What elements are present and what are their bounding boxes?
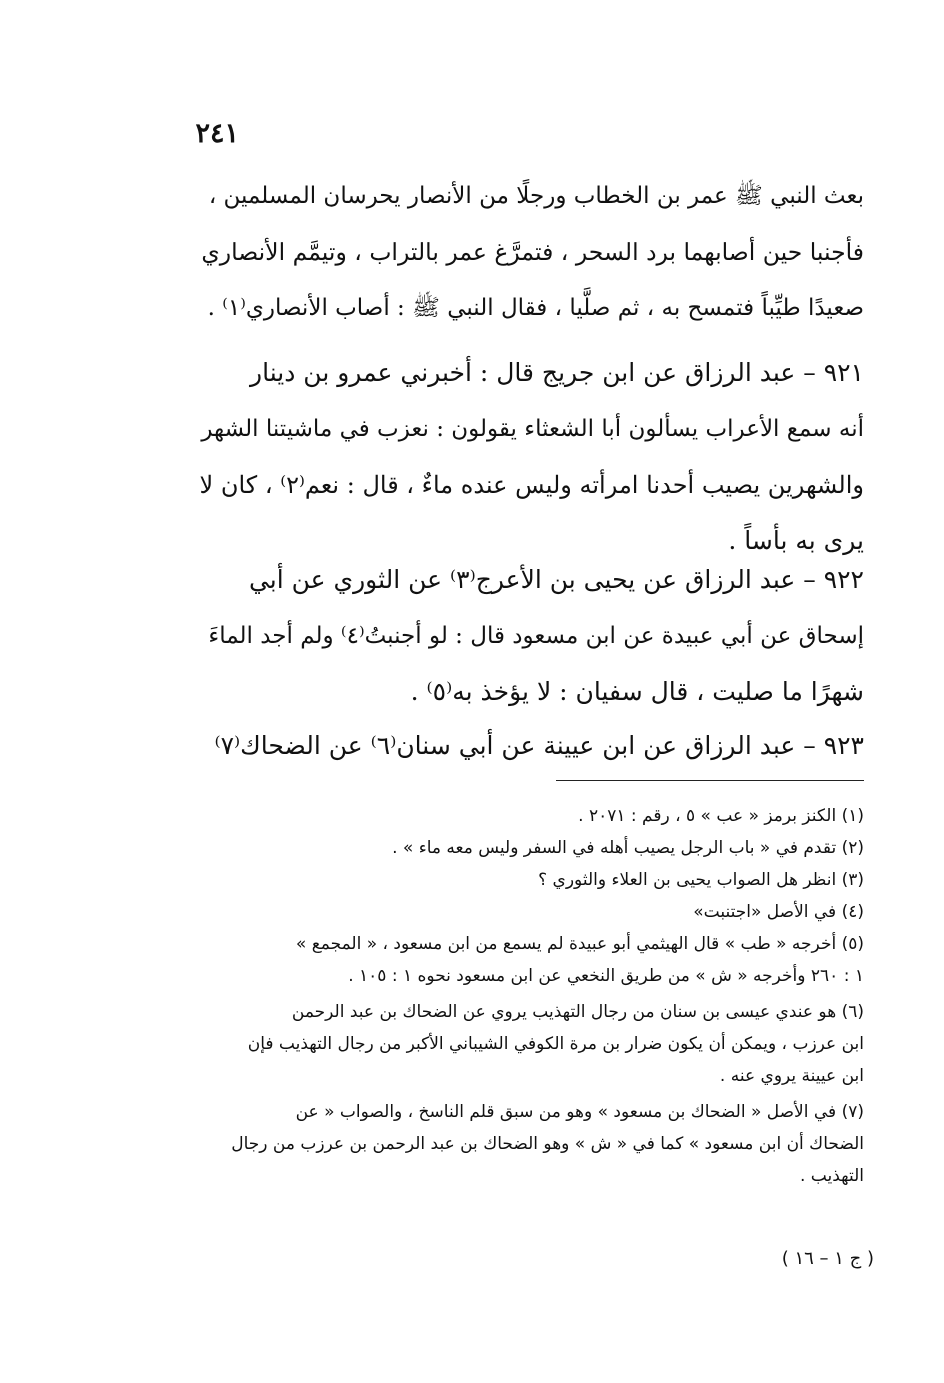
footnote-line: (٥) أخرجه « طب » قال الهيثمي أبو عبيدة لم يسمع من ابن مسعود ، « المجمع » [295, 934, 864, 954]
paragraph-hadith-920-continuation [199, 168, 864, 336]
footnote-line: (٢) تقدم في « باب الرجل يصيب أهله في السفر وليس معه ماء » . [392, 838, 864, 858]
volume-signature: ( ج ١ – ١٦ ) [781, 1248, 874, 1269]
footnote-line: (٣) انظر هل الصواب يحيى بن العلاء والثوري ؟ [538, 870, 864, 890]
footnote-line: (٦) هو عندي عيسى بن سنان من رجال التهذيب يروي عن الضحاك بن عبد الرحمن [291, 1002, 864, 1022]
paragraph-hadith-922 [199, 552, 864, 720]
footnote-line: (٤) في الأصل «اجتنبت» [693, 902, 864, 922]
footnote-5 [199, 928, 864, 992]
text-line: شهرًا ما صليت ، قال سفيان : لا يؤخذ به⁽٥⁾ . [410, 677, 864, 706]
text-line: ٩٢٣ – عبد الرزاق عن ابن عيينة عن أبي سنان⁽٦⁾ عن الضحاك⁽٧⁾ [214, 731, 864, 760]
text-line: بعث النبي ﷺ عمر بن الخطاب ورجلًا من الأنصار يحرسان المسلمين ، [208, 183, 864, 209]
footnote-2 [199, 832, 864, 864]
paragraph-hadith-923 [199, 718, 864, 774]
footnote-line: (٧) في الأصل « الضحاك بن مسعود » وهو من سبق قلم الناسخ ، والصواب « عن [295, 1102, 864, 1122]
text-line: ٩٢١ – عبد الرزاق عن ابن جريج قال : أخبرني عمرو بن دينار [250, 358, 864, 387]
footnote-divider [556, 780, 864, 781]
text-line: صعيدًا طيِّباً فتمسح به ، ثم صلَّيا ، فقال النبي ﷺ : أصاب الأنصاري⁽١⁾ . [207, 295, 864, 321]
footnote-6 [199, 996, 864, 1092]
text-line: إسحاق عن أبي عبيدة عن ابن مسعود قال : لو أجنبتُ⁽٤⁾ ولم أجد الماءَ [208, 623, 864, 649]
footnote-4 [199, 896, 864, 928]
page-number: ٢٤١ [195, 118, 239, 149]
footnote-line: التهذيب . [799, 1166, 864, 1186]
text-line: والشهرين يصيب أحدنا امرأته وليس عنده ماءٌ ، قال : نعم⁽٢⁾ ، كان لا [199, 471, 864, 499]
text-line: يرى به بأساً . [728, 526, 864, 555]
footnote-line: ابن عيينة يروي عنه . [719, 1066, 864, 1086]
footnote-3 [199, 864, 864, 896]
footnote-1 [199, 800, 864, 832]
footnote-7 [199, 1096, 864, 1192]
footnote-line: ١ : ٢٦٠ وأخرجه « ش » من طريق النخعي عن ابن مسعود نحوه ١ : ١٠٥ . [348, 966, 864, 986]
footnote-line: (١) الكنز برمز « عب » ٥ ، رقم : ٢٠٧١ . [578, 806, 864, 826]
text-line: ٩٢٢ – عبد الرزاق عن يحيى بن الأعرج⁽٣⁾ عن الثوري عن أبي [248, 565, 864, 594]
footnotes [199, 800, 864, 1192]
paragraph-hadith-921 [199, 345, 864, 569]
footnote-line: ابن عرزب ، ويمكن أن يكون ضرار بن مرة الكوفي الشيباني الأكبر من رجال التهذيب فإن [247, 1034, 864, 1054]
text-line: فأجنبا حين أصابهما برد السحر ، فتمرَّغ عمر بالتراب ، وتيمَّم الأنصاري [201, 238, 864, 266]
footnote-line: الضحاك أن ابن مسعود » كما في « ش » وهو الضحاك بن عبد الرحمن بن عرزب من رجال [231, 1134, 864, 1154]
text-line: أنه سمع الأعراب يسألون أبا الشعثاء يقولون : نعزب في ماشيتنا الشهر [201, 416, 864, 442]
